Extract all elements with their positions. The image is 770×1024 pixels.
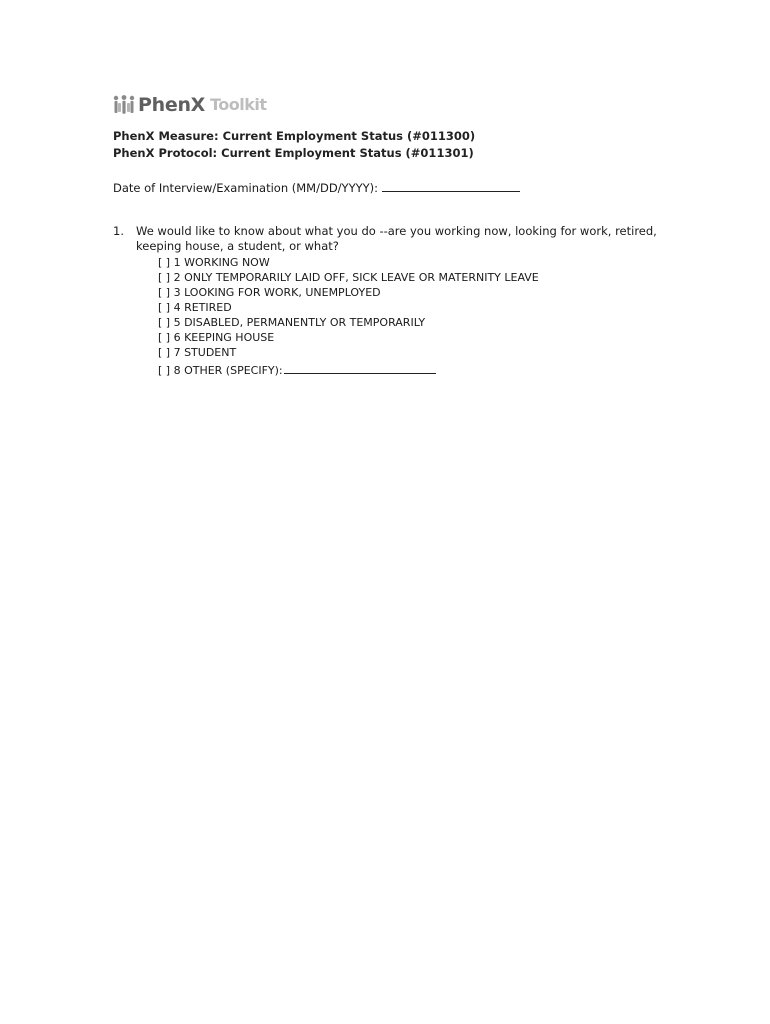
option-disabled[interactable]: [ ] 5 DISABLED, PERMANENTLY OR TEMPORARILY: [158, 316, 426, 329]
phenx-toolkit-logo: [112, 92, 267, 118]
option-other-label: [ ] 8 OTHER (SPECIFY):: [158, 364, 283, 377]
option-retired[interactable]: [ ] 4 RETIRED: [158, 301, 232, 314]
option-other[interactable]: [158, 360, 539, 375]
option-looking-for-work[interactable]: [ ] 3 LOOKING FOR WORK, UNEMPLOYED: [158, 286, 381, 299]
date-of-interview-blank[interactable]: [382, 178, 520, 192]
question-number: 1.: [113, 224, 124, 238]
date-of-interview-row: [113, 178, 520, 197]
document-header: [113, 128, 475, 162]
other-specify-blank[interactable]: [284, 360, 436, 374]
protocol-title: PhenX Protocol: Current Employment Status (#011301): [113, 146, 474, 160]
option-temporarily-laid-off[interactable]: [ ] 2 ONLY TEMPORARILY LAID OFF, SICK LEAVE OR MATERNITY LEAVE: [158, 271, 539, 284]
date-of-interview-label: Date of Interview/Examination (MM/DD/YYYY):: [113, 181, 379, 195]
option-working-now[interactable]: [ ] 1 WORKING NOW: [158, 256, 270, 269]
logo-product-text: Toolkit: [210, 95, 267, 114]
option-keeping-house[interactable]: [ ] 6 KEEPING HOUSE: [158, 331, 275, 344]
question-1: [113, 224, 673, 254]
people-figures-icon: [112, 94, 136, 116]
question-text: We would like to know about what you do --are you working now, looking for work, retired, keeping house, a student, or what?: [136, 224, 657, 253]
measure-title: PhenX Measure: Current Employment Status (#011300): [113, 129, 476, 143]
logo-brand-text: PhenX: [138, 94, 206, 116]
option-student[interactable]: [ ] 7 STUDENT: [158, 346, 237, 359]
answer-options: [158, 255, 539, 375]
